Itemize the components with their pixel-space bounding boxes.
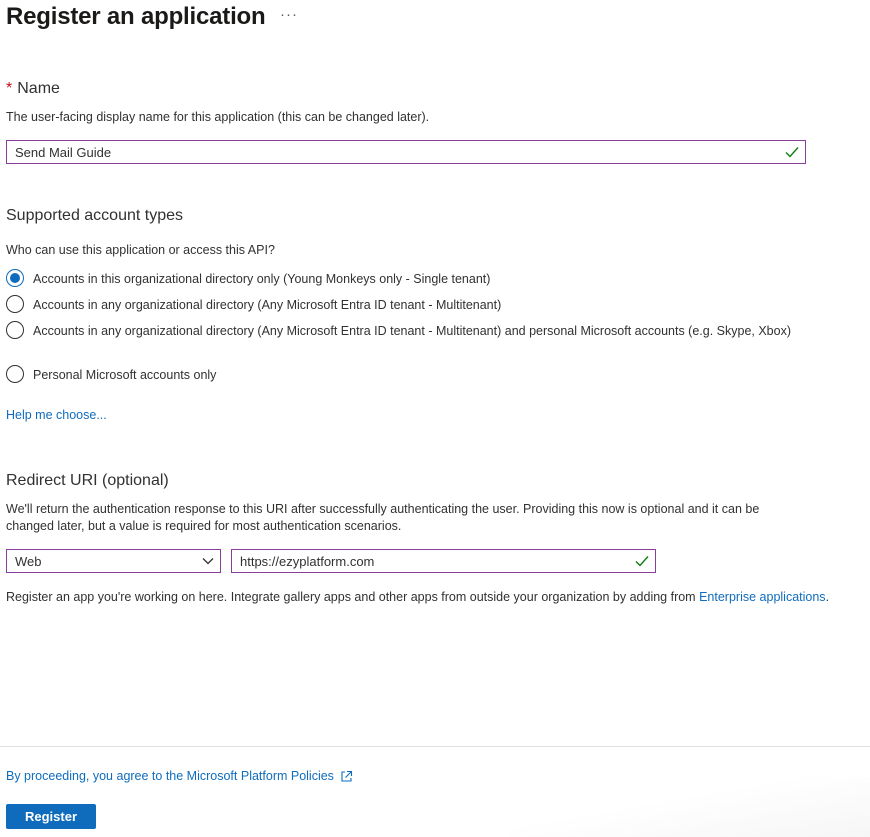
radio-label: Accounts in any organizational directory (Any Microsoft Entra ID tenant - Multitenant) xyxy=(33,298,502,312)
radio-multitenant-personal[interactable] xyxy=(6,322,791,340)
redirect-uri-value: https://ezyplatform.com xyxy=(240,554,375,569)
enterprise-applications-link[interactable]: Enterprise applications xyxy=(699,590,826,604)
external-link-icon xyxy=(340,770,353,783)
name-input[interactable] xyxy=(6,140,806,164)
redirect-heading: Redirect URI (optional) xyxy=(6,472,169,489)
valid-check-icon xyxy=(635,555,649,567)
redirect-description-line1: We'll return the authentication response to this URI after successfully authenticating the user. Providing this now is optional and it can be xyxy=(6,502,760,516)
chevron-down-icon xyxy=(202,557,214,565)
redirect-description-line2: changed later, but a value is required for most authentication scenarios. xyxy=(6,519,402,533)
more-options-icon[interactable]: ··· xyxy=(280,6,298,23)
redirect-uri-input[interactable] xyxy=(231,549,656,573)
radio-multitenant[interactable] xyxy=(6,296,501,314)
page-title: Register an application xyxy=(6,3,266,30)
radio-label: Personal Microsoft accounts only xyxy=(33,368,217,382)
footer-divider xyxy=(0,746,870,747)
name-input-value: Send Mail Guide xyxy=(15,145,112,160)
required-asterisk: * xyxy=(6,80,13,97)
background-shade xyxy=(510,777,870,837)
platform-select[interactable] xyxy=(6,549,221,573)
radio-personal-only[interactable] xyxy=(6,366,216,384)
register-note-end: . xyxy=(825,590,830,604)
radio-button-selected[interactable] xyxy=(6,269,24,287)
register-note-text: Register an app you're working on here. Integrate gallery apps and other apps from outside your organization by adding from xyxy=(6,590,696,604)
radio-button[interactable] xyxy=(6,321,24,339)
help-me-choose-link[interactable]: Help me choose... xyxy=(6,408,107,422)
radio-button[interactable] xyxy=(6,295,24,313)
register-note xyxy=(6,590,829,604)
register-button[interactable]: Register xyxy=(6,804,96,829)
valid-check-icon xyxy=(785,146,799,158)
name-description: The user-facing display name for this application (this can be changed later). xyxy=(6,110,430,124)
account-types-heading: Supported account types xyxy=(6,207,184,224)
name-heading-label: Name xyxy=(17,80,60,97)
name-heading xyxy=(6,80,60,98)
radio-label: Accounts in any organizational directory (Any Microsoft Entra ID tenant - Multitenant) and personal Microsoft accounts (e.g. Skype, Xbox) xyxy=(33,324,791,338)
platform-policies-label: By proceeding, you agree to the Microsoft Platform Policies xyxy=(6,769,334,783)
radio-button[interactable] xyxy=(6,365,24,383)
platform-policies-link[interactable] xyxy=(6,769,353,783)
account-types-question: Who can use this application or access this API? xyxy=(6,243,275,257)
radio-label: Accounts in this organizational directory only (Young Monkeys only - Single tenant) xyxy=(33,272,491,286)
radio-single-tenant[interactable] xyxy=(6,270,490,288)
platform-select-value: Web xyxy=(15,554,42,569)
